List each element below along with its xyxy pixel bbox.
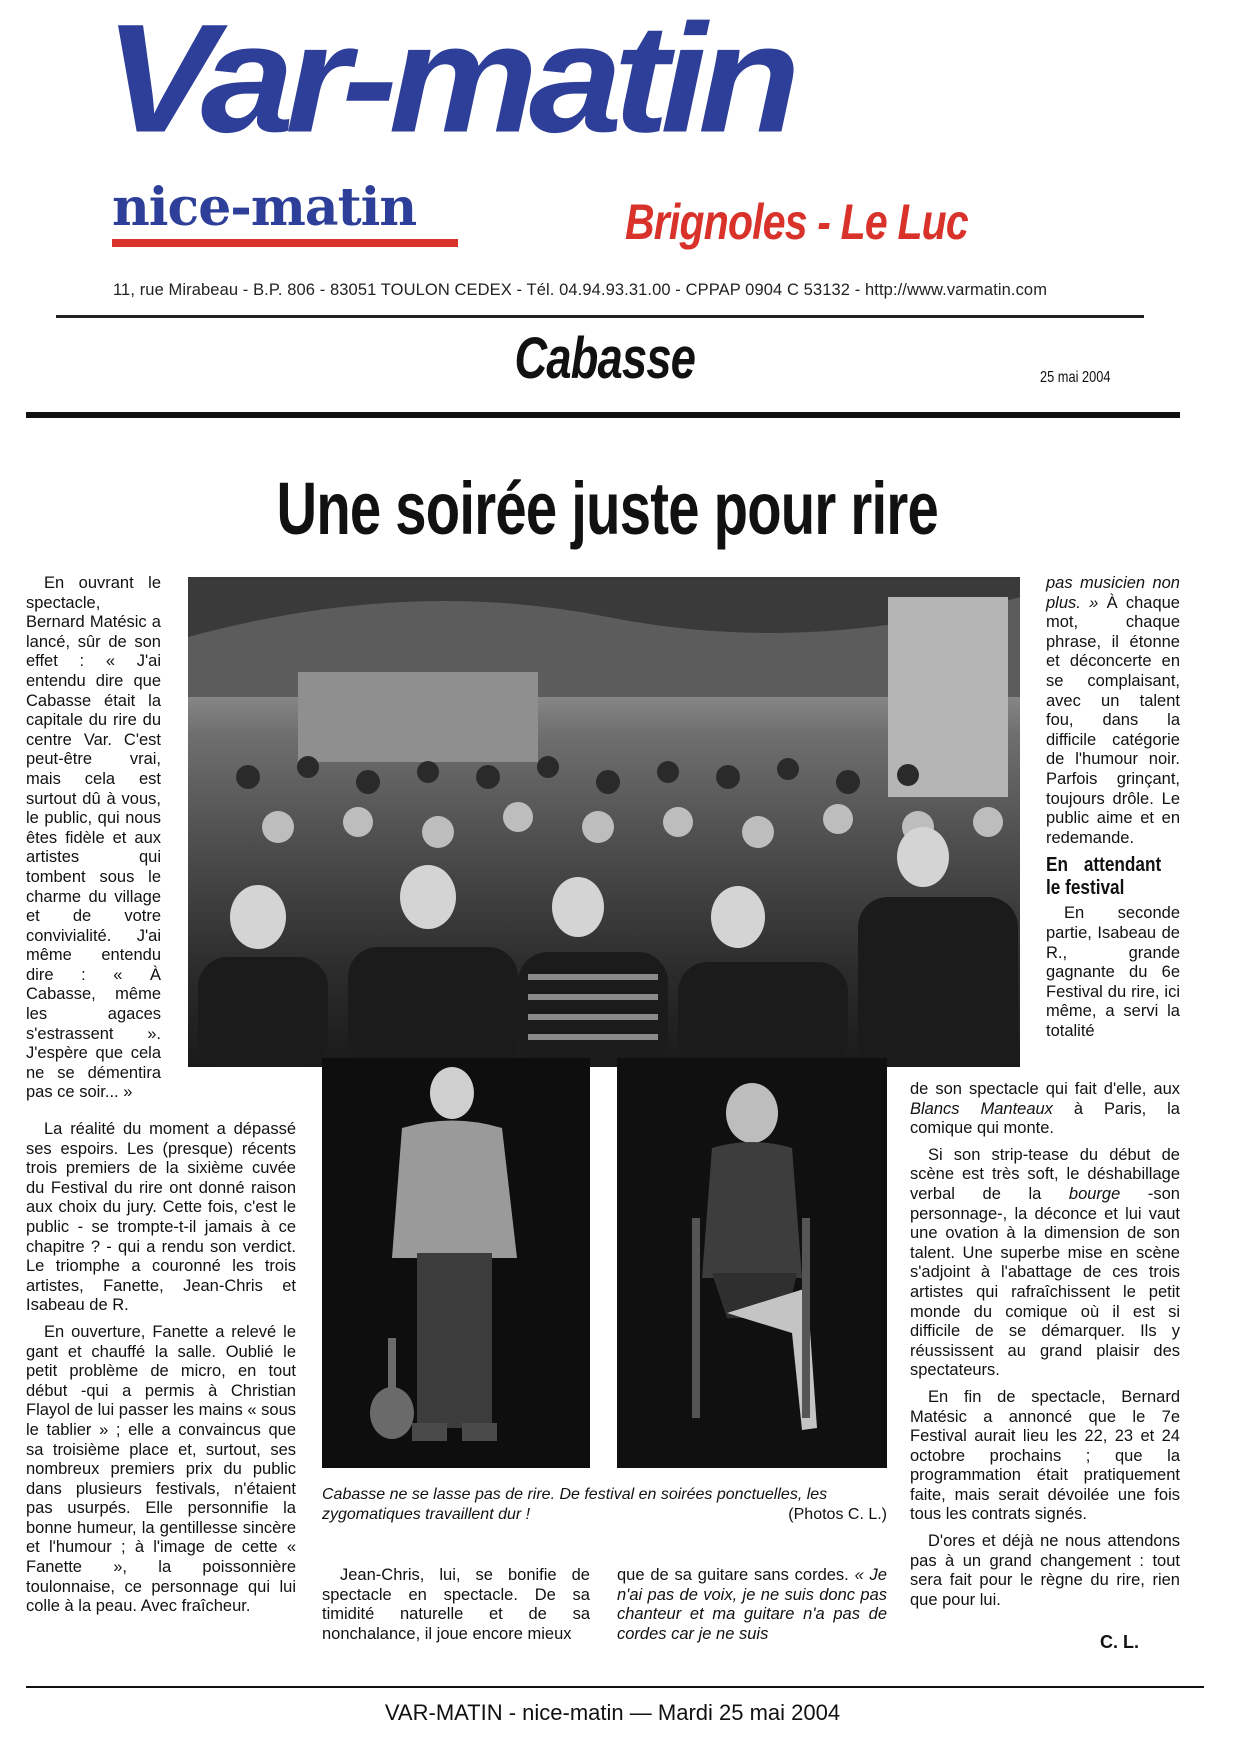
caption-text: Cabasse ne se lasse pas de rire. De festival en soirées ponctuelles, les zygomatiques travaillent dur ! xyxy=(322,1486,828,1523)
article-headline: Une soirée juste pour rire xyxy=(276,467,939,550)
venue-name: Blancs Manteaux xyxy=(910,1099,1053,1118)
photo-credit: (Photos C. L.) xyxy=(788,1506,887,1523)
audience-photo xyxy=(188,577,1020,1067)
newspaper-logo: Var-matin xyxy=(104,0,792,165)
performer-illustration xyxy=(322,1058,590,1468)
top-divider xyxy=(56,315,1144,318)
quote-text: « Je n'ai pas de voix, je ne suis donc pas chanteur et ma guitare n'a pas de cordes car je ne suis xyxy=(617,1566,887,1643)
article-text: à Paris, la comique qui monte. xyxy=(910,1099,1180,1138)
emphasis-text: bourge xyxy=(1068,1184,1121,1203)
performer-photo-jean-chris xyxy=(322,1058,590,1468)
footer-divider xyxy=(26,1686,1204,1688)
article-paragraph: En fin de spectacle, Bernard Matésic a annoncé que le 7e Festival aurait lieu les 22, 23 et 24 octobre prochains ; que la programmation était pratiquement faite, mais serait dévoilée une fois tous les contrats signés. xyxy=(910,1387,1180,1524)
article-column-1-bottom xyxy=(26,1120,296,1624)
performer-illustration xyxy=(617,1058,887,1468)
article-column-2b xyxy=(617,1566,887,1644)
article-column-2a xyxy=(322,1566,590,1651)
section-title: Cabasse xyxy=(514,326,696,391)
article-text: Si son strip-tease du début de scène est très soft, le déshabillage verbal de la xyxy=(910,1145,1180,1203)
page-footer: VAR-MATIN - nice-matin — Mardi 25 mai 2004 xyxy=(384,1700,841,1725)
article-text: de son spectacle qui fait d'elle, aux xyxy=(910,1080,1180,1098)
article-paragraph: D'ores et déjà ne nous attendons pas à un grand changement : tout sera fait pour le règne du rire, rien que pour lui. xyxy=(910,1532,1180,1609)
issue-date: 25 mai 2004 xyxy=(1040,369,1111,386)
quote-text: pas musicien non plus. » xyxy=(1046,574,1180,612)
performer-photo-isabeau xyxy=(617,1058,887,1468)
article-column-3-top xyxy=(1046,574,1180,1048)
section-divider xyxy=(26,412,1180,418)
article-text: -son personnage-, la déconce et lui vaut une ovation à la dimension de son talent. Une superbe mise en scène s'adjoint à l'abattage de ces trois artistes qui rafraîchissent le petit monde du comique où il est si difficile de se démarquer. Ils y réussissent au grand plaisir des spectateurs. xyxy=(910,1184,1180,1380)
article-paragraph: En ouvrant le spectacle, Bernard Matésic a lancé, sûr de son effet : « J'ai entendu dire que Cabasse était la capitale du rire du centre Var. C'est peut-être vrai, mais cela est surtout dû à vous, le public, qui nous êtes fidèle et aux artistes qui tombent sous le charme du village et de votre convivialité. J'ai même entendu dire : « À Cabasse, même les agaces s'estrassent ». J'espère que cela ne se démentira pas ce soir... » xyxy=(26,574,161,1102)
article-paragraph: La réalité du moment a dépassé ses espoirs. Les (presque) récents trois premiers de la sixième cuvée du Festival du rire ont donné raison aux choix du jury. Cette fois, c'est le public - se trompte-t-il jamais à ce chapitre ? - qui a rendu son verdict. Le triomphe a couronné les trois artistes, Fanette, Jean-Chris et Isabeau de R. xyxy=(26,1120,296,1315)
article-paragraph: Jean-Chris, lui, se bonifie de spectacle en spectacle. De sa timidité naturelle et de sa nonchalance, il joue encore mieux xyxy=(322,1566,590,1643)
article-text: À chaque mot, chaque phrase, il étonne et déconcerte en se complaisant, avec un talent fou, dans la difficile catégorie de l'humour noir. Parfois grinçant, toujours drôle. Le public aime et en redemande. xyxy=(1046,593,1180,847)
article-text: que de sa guitare sans cordes. xyxy=(617,1566,849,1584)
author-signature: C. L. xyxy=(1100,1632,1139,1652)
article-column-1-top xyxy=(26,574,161,1110)
audience-photo-illustration xyxy=(188,577,1020,1067)
photo-caption xyxy=(322,1485,887,1525)
edition-name: Brignoles - Le Luc xyxy=(625,194,968,250)
article-paragraph: En seconde partie, Isabeau de R., grande gagnante du 6e Festival du rire, ici même, a servi la totalité xyxy=(1046,904,1180,1040)
article-paragraph: En ouverture, Fanette a relevé le gant et chauffé la salle. Oublié le petit problème de micro, en tout début -qui a permis à Christian Flayol de lui passer les mains « sous le tablier » ; elle a convaincus que sa troisième place et, surtout, ses nombreux premiers prix du public dans plusieurs festivals, n'étaient pas usurpés. Elle personnifie la bonne humeur, la gentillesse sincère et l'humour ; à l'image de cette « Fanette », la poissonnière toulonnaise, ce personnage qui lui colle à la peau. Avec fraîcheur. xyxy=(26,1322,296,1616)
subtitle-logo: nice-matin xyxy=(112,177,417,238)
publisher-address: 11, rue Mirabeau - B.P. 806 - 83051 TOULON CEDEX - Tél. 04.94.93.31.00 - CPPAP 0904 C 53132 - http://www.varmatin.com xyxy=(113,281,1048,299)
article-column-3-bottom xyxy=(910,1080,1180,1617)
subtitle-underline xyxy=(112,239,458,247)
article-subhead: En attendant le festival xyxy=(1046,854,1162,900)
